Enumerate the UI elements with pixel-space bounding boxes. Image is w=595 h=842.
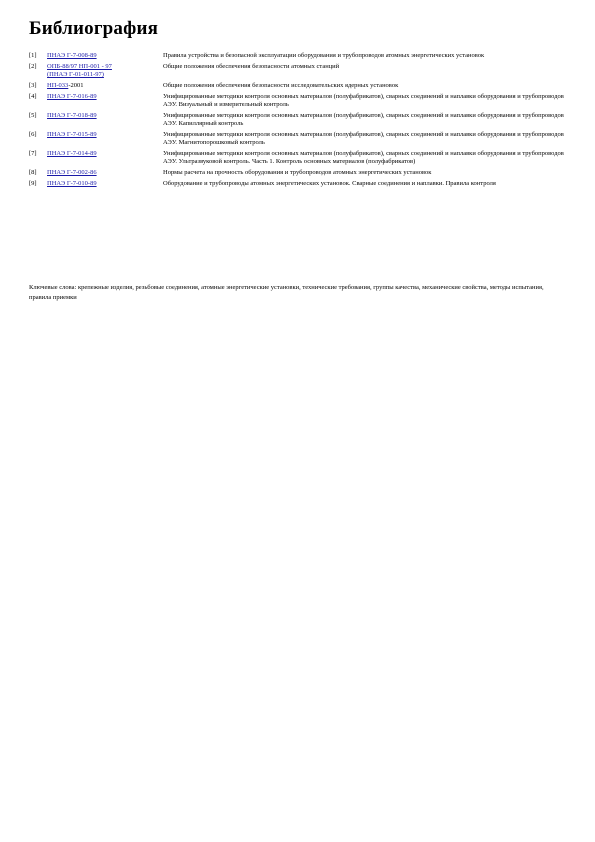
reference-description: Унифицированные методики контроля основных материалов (полуфабрикатов), сварных соединений и наплавки оборудования и трубопроводов АЭУ. Магнитопорошковый контроль: [163, 131, 564, 146]
reference-link[interactable]: (ПНАЭ Г-01-011-97): [47, 71, 104, 78]
reference-code: [47, 180, 161, 191]
reference-number: [1]: [29, 52, 37, 59]
reference-description: Общие положения обеспечения безопасности атомных станций: [163, 63, 340, 70]
bibliography-row: [29, 82, 574, 93]
reference-code: [47, 52, 161, 63]
reference-code: [47, 82, 161, 93]
reference-description: Унифицированные методики контроля основных материалов (полуфабрикатов), сварных соединений и наплавки оборудования и трубопроводов АЭУ. Ультразвуковой контроль. Часть 1. Контроль основных материалов (полуфабрикатов): [163, 150, 564, 165]
reference-description: Нормы расчета на прочность оборудования и трубопроводов атомных энергетических установок: [163, 169, 432, 176]
bibliography-row: [29, 52, 574, 63]
bibliography-row: [29, 63, 574, 82]
reference-link[interactable]: НП-033: [47, 82, 69, 89]
reference-code-suffix: -2001: [68, 82, 84, 89]
bibliography-row: [29, 112, 574, 131]
bibliography-row: [29, 180, 574, 191]
reference-link[interactable]: ПНАЭ Г-7-008-89: [47, 52, 97, 59]
reference-link[interactable]: ПНАЭ Г-7-010-89: [47, 180, 97, 187]
reference-link[interactable]: ОПБ-88/97 НП-001 - 97: [47, 63, 112, 70]
page-title: Библиография: [29, 18, 159, 39]
reference-code: [47, 169, 161, 180]
reference-code: [47, 63, 161, 82]
bibliography-row: [29, 150, 574, 169]
bibliography-table: [29, 52, 574, 191]
reference-link[interactable]: ПНАЭ Г-7-016-89: [47, 93, 97, 100]
reference-number: [7]: [29, 150, 37, 157]
reference-link[interactable]: ПНАЭ Г-7-002-86: [47, 169, 97, 176]
reference-number: [2]: [29, 63, 37, 70]
reference-number: [5]: [29, 112, 37, 119]
keywords-paragraph: Ключевые слова: крепежные изделия, резьбовые соединения, атомные энергетические установки, технические требования, группы качества, механические свойства, методы испытания, правила приемки: [29, 284, 544, 301]
reference-number: [3]: [29, 82, 37, 89]
reference-link[interactable]: ПНАЭ Г-7-015-89: [47, 131, 97, 138]
bibliography-row: [29, 93, 574, 112]
reference-description: Общие положения обеспечения безопасности исследовательских ядерных установок: [163, 82, 399, 89]
bibliography-row: [29, 169, 574, 180]
reference-description: Правила устройства и безопасной эксплуатации оборудования и трубопроводов атомных энергетических установок: [163, 52, 485, 59]
reference-description: Унифицированные методики контроля основных материалов (полуфабрикатов), сварных соединений и наплавки оборудования и трубопроводов АЭУ. Визуальный и измерительный контроль: [163, 93, 564, 108]
reference-number: [4]: [29, 93, 37, 100]
reference-number: [8]: [29, 169, 37, 176]
reference-link[interactable]: ПНАЭ Г-7-014-89: [47, 150, 97, 157]
reference-description: Оборудование и трубопроводы атомных энергетических установок. Сварные соединения и наплавки. Правила контроля: [163, 180, 496, 187]
reference-code: [47, 112, 161, 131]
reference-code: [47, 131, 161, 150]
bibliography-row: [29, 131, 574, 150]
reference-description: Унифицированные методики контроля основных материалов (полуфабрикатов), сварных соединений и наплавки оборудования и трубопроводов АЭУ. Капиллярный контроль: [163, 112, 564, 127]
reference-code: [47, 150, 161, 169]
reference-number: [9]: [29, 180, 37, 187]
reference-number: [6]: [29, 131, 37, 138]
reference-code: [47, 93, 161, 112]
reference-link[interactable]: ПНАЭ Г-7-018-89: [47, 112, 97, 119]
